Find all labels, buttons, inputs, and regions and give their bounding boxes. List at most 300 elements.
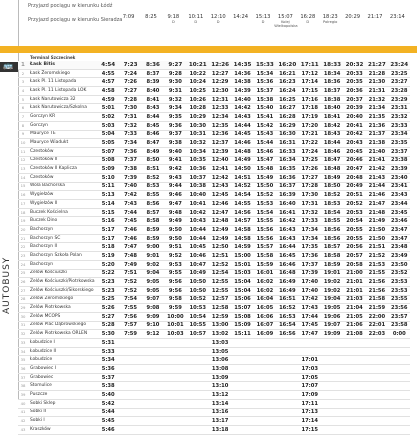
table-row [18, 278, 410, 287]
departure-time [366, 417, 388, 426]
departure-time [366, 391, 388, 400]
departure-time: 23:56 [388, 304, 410, 313]
departure-time: 14:35 [231, 61, 253, 69]
stop-name: Zelów Piotrkowska [28, 304, 97, 313]
stop-number: 31 [18, 321, 28, 330]
departure-time: 21:51 [366, 243, 388, 252]
departure-time [231, 365, 253, 374]
table-row [18, 208, 410, 217]
departure-time: 18:40 [321, 104, 343, 113]
departure-time: 17:13 [299, 408, 321, 417]
departure-time: 10:44 [187, 226, 209, 235]
departure-time: 12:51 [209, 252, 231, 261]
departure-time: 9:53 [164, 260, 186, 269]
departure-time: 17:28 [299, 182, 321, 191]
departure-time: 13:03 [209, 339, 231, 348]
departure-time [321, 356, 343, 365]
stop-name: Czestoków II Kaplicza [28, 165, 97, 174]
departure-time: 17:21 [299, 130, 321, 139]
departure-time: 12:30 [209, 87, 231, 96]
departure-time: 23:57 [388, 312, 410, 321]
header-line-lodz: Przyjazd pociągu w kierunku Łódź [28, 3, 113, 9]
departure-time: 17:25 [299, 156, 321, 165]
departure-time [231, 399, 253, 408]
table-row [18, 234, 410, 243]
departure-time: 16:48 [276, 269, 298, 278]
stop-name: Czestoków [28, 173, 97, 182]
departure-time: 21:03 [343, 295, 365, 304]
departure-time [164, 339, 186, 348]
departure-time: 10:32 [187, 139, 209, 148]
stop-number: 37 [18, 373, 28, 382]
departure-time: 19:06 [321, 312, 343, 321]
departure-time: 9:47 [164, 200, 186, 209]
stop-number: 19 [18, 217, 28, 226]
departure-time: 13:18 [209, 425, 231, 434]
departure-time: 7:30 [119, 104, 141, 113]
departure-time: 17:15 [299, 87, 321, 96]
departure-time: 16:07 [254, 321, 276, 330]
departure-time: 15:42 [254, 121, 276, 130]
stop-name: Mauryce TE [28, 130, 97, 139]
departure-time: 18:34 [321, 69, 343, 78]
stop-name: Zelów Kościuszki/Sikorskiego [28, 286, 97, 295]
departure-time: 23:27 [388, 78, 410, 87]
table-row [18, 425, 410, 434]
departure-time [231, 373, 253, 382]
departure-time: 21:44 [366, 182, 388, 191]
departure-time [366, 425, 388, 434]
departure-time: 15:46 [254, 147, 276, 156]
departure-time: 23:46 [388, 217, 410, 226]
departure-time: 8:57 [142, 208, 164, 217]
departure-time: 16:36 [276, 173, 298, 182]
departure-time [187, 373, 209, 382]
departure-time: 23:48 [388, 243, 410, 252]
departure-time: 19:05 [321, 304, 343, 313]
stop-number: 23 [18, 252, 28, 261]
departure-time: 23:58 [388, 321, 410, 330]
departure-time: 21:31 [366, 87, 388, 96]
departure-time: 5:02 [97, 113, 119, 122]
departure-time: 5:42 [97, 399, 119, 408]
departure-time: 8:49 [142, 147, 164, 156]
departure-time [187, 347, 209, 356]
departure-time: 16:44 [276, 243, 298, 252]
departure-time: 19:02 [321, 286, 343, 295]
departure-time: 21:52 [366, 252, 388, 261]
departure-time: 16:49 [276, 278, 298, 287]
departure-time: 9:40 [164, 147, 186, 156]
stop-number: 33 [18, 339, 28, 348]
departure-time [366, 347, 388, 356]
departure-time: 13:12 [209, 391, 231, 400]
departure-time: 9:31 [164, 87, 186, 96]
departure-time: 21:01 [343, 278, 365, 287]
header-time [207, 14, 229, 24]
departure-time: 21:50 [366, 234, 388, 243]
departure-time: 23:24 [388, 61, 410, 69]
departure-time [366, 399, 388, 408]
departure-time: 7:28 [119, 95, 141, 104]
header-time-note: D [261, 20, 265, 24]
stop-name: Bachorzyn [28, 260, 97, 269]
departure-time: 9:30 [164, 78, 186, 87]
departure-time [142, 365, 164, 374]
stop-name: Zelów MCOPS [28, 312, 97, 321]
departure-time: 17:20 [299, 121, 321, 130]
stop-number: 32 [18, 330, 28, 339]
departure-time: 5:36 [97, 365, 119, 374]
departure-time: 13:02 [209, 330, 231, 339]
departure-time: 10:41 [187, 200, 209, 209]
departure-time: 8:50 [142, 156, 164, 165]
departure-time: 16:40 [276, 200, 298, 209]
departure-time: 18:57 [321, 243, 343, 252]
departure-time: 22:01 [366, 321, 388, 330]
departure-time: 17:12 [299, 69, 321, 78]
departure-time: 10:31 [187, 130, 209, 139]
departure-time: 16:54 [276, 321, 298, 330]
stop-number: 35 [18, 356, 28, 365]
departure-time: 8:36 [142, 61, 164, 69]
stop-number: 14 [18, 173, 28, 182]
stop-name: Wola Bachorska [28, 182, 97, 191]
departure-time: 16:43 [276, 234, 298, 243]
departure-time [119, 417, 141, 426]
departure-time: 17:44 [299, 312, 321, 321]
table-row [18, 347, 410, 356]
departure-time: 17:14 [299, 417, 321, 426]
stop-number: 7 [18, 113, 28, 122]
departure-time: 7:52 [119, 278, 141, 287]
departure-time: 16:49 [276, 286, 298, 295]
departure-time [321, 425, 343, 434]
departure-time: 17:01 [299, 356, 321, 365]
departure-time: 5:31 [97, 339, 119, 348]
departure-time: 12:35 [209, 121, 231, 130]
table-row [18, 78, 410, 87]
departure-time: 13:00 [209, 321, 231, 330]
departure-time: 21:06 [343, 321, 365, 330]
departure-time [119, 373, 141, 382]
departure-time: 17:47 [299, 330, 321, 339]
departure-time: 15:56 [254, 226, 276, 235]
departure-time: 12:34 [209, 113, 231, 122]
departure-time [343, 347, 365, 356]
departure-time: 0:00 [388, 330, 410, 339]
header-time-note: Polregio [323, 20, 338, 24]
departure-time: 21:47 [366, 200, 388, 209]
departure-time [187, 365, 209, 374]
departure-time: 8:41 [142, 95, 164, 104]
departure-time: 7:31 [119, 113, 141, 122]
departure-time: 15:41 [254, 113, 276, 122]
stop-number: 26 [18, 278, 28, 287]
header-time-value: 15:13 [255, 14, 271, 20]
table-row [18, 95, 410, 104]
stop-number: 38 [18, 382, 28, 391]
departure-time: 12:26 [209, 61, 231, 69]
departure-time: 5:03 [97, 121, 119, 130]
stop-name: Wygiełzów [28, 191, 97, 200]
departure-time: 10:36 [187, 165, 209, 174]
departure-time: 15:52 [254, 191, 276, 200]
departure-time: 23:47 [388, 226, 410, 235]
departure-time: 9:05 [142, 286, 164, 295]
departure-time [119, 425, 141, 434]
departure-time [321, 408, 343, 417]
departure-time: 23:52 [388, 269, 410, 278]
table-row [18, 252, 410, 261]
header-time-note: D [171, 20, 175, 24]
table-row [18, 312, 410, 321]
departure-time: 12:33 [209, 104, 231, 113]
stop-name: Buczek Kościelna [28, 208, 97, 217]
departure-time [164, 408, 186, 417]
table-row [18, 200, 410, 209]
departure-time: 21:36 [366, 121, 388, 130]
departure-time: 9:34 [164, 104, 186, 113]
departure-time: 16:04 [254, 295, 276, 304]
table-row [18, 321, 410, 330]
departure-time: 16:31 [276, 139, 298, 148]
departure-time: 23:43 [388, 191, 410, 200]
departure-time: 9:36 [164, 121, 186, 130]
departure-time: 15:33 [254, 61, 276, 69]
departure-time: 14:45 [231, 130, 253, 139]
departure-time: 10:30 [187, 121, 209, 130]
departure-time: 5:16 [97, 217, 119, 226]
header-time [341, 14, 363, 20]
departure-time: 15:49 [254, 173, 276, 182]
departure-time: 12:55 [209, 278, 231, 287]
departure-time [119, 382, 141, 391]
departure-time: 16:27 [276, 104, 298, 113]
departure-time: 20:55 [343, 226, 365, 235]
departure-time: 10:40 [187, 191, 209, 200]
departure-time: 16:39 [276, 191, 298, 200]
departure-time: 15:07 [231, 304, 253, 313]
departure-time: 5:26 [97, 304, 119, 313]
departure-time: 14:58 [231, 226, 253, 235]
departure-time [231, 356, 253, 365]
departure-time: 16:42 [276, 217, 298, 226]
departure-time: 7:46 [119, 234, 141, 243]
departure-time: 18:54 [321, 208, 343, 217]
departure-time [164, 425, 186, 434]
departure-time: 10:44 [187, 234, 209, 243]
departure-time: 7:46 [119, 226, 141, 235]
departure-time: 17:34 [299, 226, 321, 235]
departure-time: 23:29 [388, 95, 410, 104]
stop-number: 8 [18, 121, 28, 130]
departure-time: 5:15 [97, 208, 119, 217]
table-row [18, 104, 410, 113]
stop-number: 20 [18, 226, 28, 235]
table-row [18, 217, 410, 226]
table-row [18, 147, 410, 156]
departure-time [388, 425, 410, 434]
departure-time: 23:35 [388, 139, 410, 148]
departure-time: 23:32 [388, 113, 410, 122]
departure-time [321, 373, 343, 382]
departure-time [388, 339, 410, 348]
departure-time: 16:02 [254, 278, 276, 287]
departure-time: 10:35 [187, 156, 209, 165]
header-time-value: 12:10 [210, 14, 226, 20]
departure-time: 18:59 [321, 260, 343, 269]
departure-time: 21:00 [343, 269, 365, 278]
departure-time: 18:42 [321, 121, 343, 130]
departure-time: 8:37 [142, 69, 164, 78]
stop-number: 12 [18, 156, 28, 165]
departure-time: 17:40 [299, 278, 321, 287]
departure-time: 4:55 [97, 69, 119, 78]
departure-time: 5:20 [97, 260, 119, 269]
departure-time: 14:36 [231, 69, 253, 78]
table-row [18, 87, 410, 96]
departure-time: 15:40 [254, 104, 276, 113]
stop-name: Bachorzyn [28, 226, 97, 235]
departure-time: 14:52 [231, 182, 253, 191]
departure-time: 17:15 [299, 425, 321, 434]
departure-time: 21:49 [366, 217, 388, 226]
header-row-lodz [28, 3, 417, 9]
departure-time: 13:09 [209, 373, 231, 382]
departure-time [343, 408, 365, 417]
table-row [18, 165, 410, 174]
stop-number: 15 [18, 182, 28, 191]
header-time-value: 16:28 [300, 14, 316, 20]
departure-time: 5:22 [97, 269, 119, 278]
departure-time: 21:55 [366, 269, 388, 278]
departure-time: 14:46 [231, 139, 253, 148]
departure-time: 9:32 [164, 95, 186, 104]
departure-time: 13:17 [209, 417, 231, 426]
departure-time: 21:05 [343, 312, 365, 321]
header-time-note: Kolej Wielkopolska [274, 20, 298, 28]
departure-time [299, 347, 321, 356]
departure-time: 9:02 [142, 260, 164, 269]
departure-time: 20:39 [343, 104, 365, 113]
departure-time: 15:54 [254, 208, 276, 217]
departure-time: 17:18 [299, 104, 321, 113]
stop-number: 36 [18, 365, 28, 374]
departure-time: 10:43 [187, 217, 209, 226]
departure-time: 16:35 [276, 165, 298, 174]
departure-time: 16:24 [276, 87, 298, 96]
departure-time: 20:51 [343, 191, 365, 200]
departure-time [142, 408, 164, 417]
departure-time: 15:44 [254, 139, 276, 148]
departure-time: 9:59 [164, 304, 186, 313]
departure-time: 9:56 [164, 278, 186, 287]
departure-time [343, 339, 365, 348]
terminal-label: Terminal Szczecinek [30, 55, 76, 60]
header-time [274, 14, 296, 28]
departure-time: 15:59 [254, 260, 276, 269]
departure-time [343, 425, 365, 434]
departure-time: 17:30 [299, 191, 321, 200]
departure-time: 12:39 [209, 147, 231, 156]
departure-time [321, 339, 343, 348]
departure-time: 9:58 [164, 295, 186, 304]
header-time [185, 14, 207, 24]
header-time [140, 14, 162, 20]
departure-time: 7:43 [119, 200, 141, 209]
departure-time: 14:42 [231, 104, 253, 113]
stop-number: 6 [18, 104, 28, 113]
departure-time [321, 365, 343, 374]
departure-time [187, 382, 209, 391]
departure-time: 9:44 [164, 182, 186, 191]
header-time-value: 14:24 [233, 14, 249, 20]
departure-time: 20:48 [343, 173, 365, 182]
departure-time: 10:38 [187, 182, 209, 191]
departure-time: 10:55 [187, 321, 209, 330]
departure-time: 5:10 [97, 173, 119, 182]
departure-time: 18:48 [321, 165, 343, 174]
departure-time: 5:46 [97, 425, 119, 434]
departure-time: 5:27 [97, 312, 119, 321]
departure-time: 16:45 [276, 252, 298, 261]
table-row [18, 304, 410, 313]
stop-name: Łobudzice II [28, 347, 97, 356]
departure-time: 5:45 [97, 417, 119, 426]
stop-number: 30 [18, 312, 28, 321]
departure-time: 9:42 [164, 165, 186, 174]
departure-time: 5:17 [97, 226, 119, 235]
stop-name: Czestoków [28, 147, 97, 156]
departure-time: 17:31 [299, 200, 321, 209]
stop-name: Bachorzyn II [28, 243, 97, 252]
departure-time [231, 408, 253, 417]
departure-time: 23:33 [388, 121, 410, 130]
departure-time: 23:39 [388, 165, 410, 174]
header-time [229, 14, 251, 20]
departure-time: 12:57 [209, 295, 231, 304]
header-time-note: D [194, 20, 198, 24]
departure-time: 5:07 [97, 147, 119, 156]
departure-time: 12:43 [209, 182, 231, 191]
stop-name: Mauryce Wiadukt [28, 139, 97, 148]
departure-time [164, 347, 186, 356]
departure-time [164, 399, 186, 408]
table-row [18, 295, 410, 304]
departure-time: 10:26 [187, 95, 209, 104]
departure-time: 5:28 [97, 321, 119, 330]
departure-time: 14:51 [231, 173, 253, 182]
departure-time [187, 356, 209, 365]
departure-time: 20:54 [343, 217, 365, 226]
table-row [18, 191, 410, 200]
departure-time [321, 417, 343, 426]
departure-time: 5:05 [97, 139, 119, 148]
table-row [18, 286, 410, 295]
departure-time: 16:53 [276, 312, 298, 321]
departure-time: 10:03 [164, 330, 186, 339]
departure-time: 17:14 [299, 78, 321, 87]
departure-time: 17:36 [299, 252, 321, 261]
departure-time: 7:40 [119, 182, 141, 191]
departure-time [254, 365, 276, 374]
header-time-value: 7:09 [122, 14, 135, 20]
departure-time [388, 356, 410, 365]
departure-time: 9:41 [164, 156, 186, 165]
departure-time: 17:40 [299, 286, 321, 295]
departure-time: 17:33 [299, 217, 321, 226]
